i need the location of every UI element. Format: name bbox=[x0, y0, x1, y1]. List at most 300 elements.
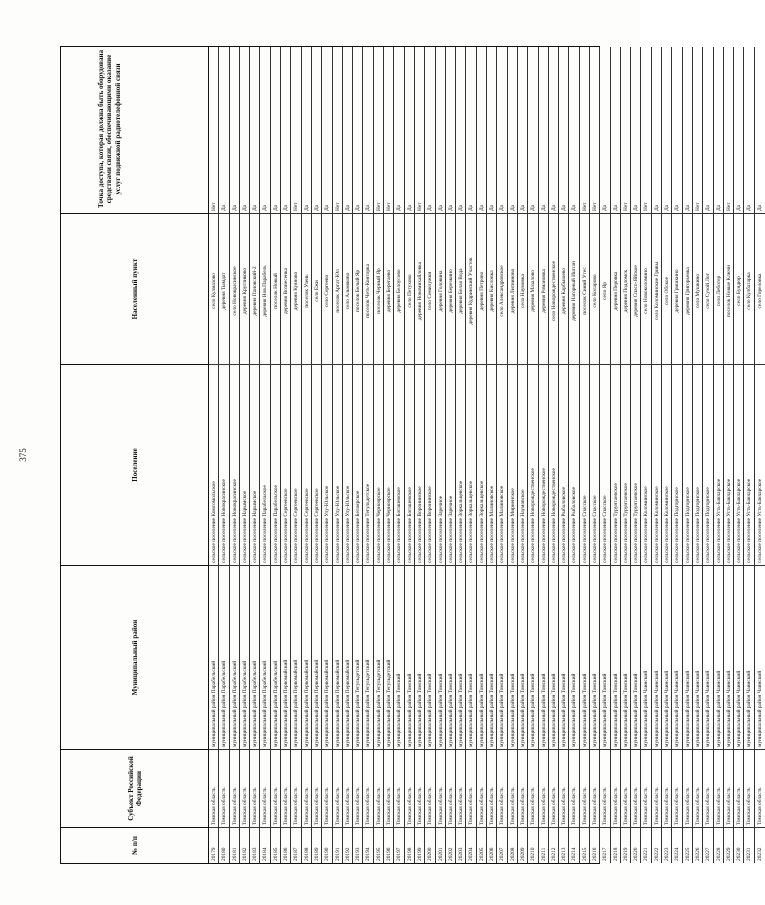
cell-subject: Томская область bbox=[353, 749, 362, 827]
cell-settlement: сельское поселение Малиновское bbox=[497, 364, 506, 565]
locality-text: село Сухой Лог bbox=[705, 273, 712, 309]
cell-subject: Томская область bbox=[487, 749, 496, 827]
cell-subject: Томская область bbox=[549, 749, 558, 827]
cell-locality bbox=[755, 213, 765, 364]
cell-subject: Томская область bbox=[734, 749, 743, 827]
cell-municipal: муниципальный район Томский bbox=[549, 565, 558, 749]
cell-num: 20204 bbox=[466, 827, 475, 863]
table-row bbox=[415, 47, 425, 863]
cell-municipal: муниципальный район Первомайский bbox=[281, 565, 290, 749]
cell-access: Да bbox=[396, 204, 403, 211]
cell-access: Нет bbox=[725, 202, 732, 211]
table-row bbox=[508, 47, 518, 863]
cell-access: Да bbox=[231, 204, 238, 211]
locality-text: село Семилужки bbox=[427, 271, 434, 311]
table-row bbox=[744, 47, 754, 863]
cell-subject: Томская область bbox=[611, 749, 620, 827]
cell-subject: Томская область bbox=[539, 749, 548, 827]
cell-locality bbox=[590, 213, 599, 364]
cell-num: 20193 bbox=[353, 827, 362, 863]
cell-num: 20211 bbox=[539, 827, 548, 863]
table-row bbox=[703, 47, 713, 863]
cell-access: Да bbox=[684, 204, 691, 211]
cell-num: 20201 bbox=[436, 827, 445, 863]
cell-locality bbox=[219, 213, 228, 364]
cell-access: Да bbox=[540, 204, 547, 211]
header-municipal: Муниципальный район bbox=[61, 565, 209, 749]
cell-settlement: сельское поселение Усть-Бакчарское bbox=[714, 364, 723, 565]
cell-municipal: муниципальный район Томский bbox=[394, 565, 403, 749]
cell-locality bbox=[250, 213, 259, 364]
locality-text: село Альмяково bbox=[344, 272, 351, 310]
cell-subject: Томская область bbox=[724, 749, 733, 827]
cell-locality bbox=[631, 213, 640, 364]
cell-settlement: сельское поселение Улу-Юльское bbox=[333, 364, 342, 565]
cell-access: Да bbox=[447, 204, 454, 211]
cell-municipal: муниципальный район Первомайский bbox=[302, 565, 311, 749]
cell-subject: Томская область bbox=[621, 749, 630, 827]
table-row bbox=[528, 47, 538, 863]
table-row bbox=[333, 47, 343, 863]
table-row bbox=[693, 47, 703, 863]
cell-subject: Томская область bbox=[240, 749, 249, 827]
locality-text: село Новокрасинское bbox=[231, 266, 238, 316]
cell-settlement: сельское поселение Сергеевское bbox=[312, 364, 321, 565]
cell-access: Да bbox=[355, 204, 362, 211]
cell-access: Да bbox=[612, 204, 619, 211]
cell-settlement: сельское поселение Заречное bbox=[446, 364, 455, 565]
cell-subject: Томская область bbox=[291, 749, 300, 827]
cell-municipal: муниципальный район Парабельский bbox=[219, 565, 228, 749]
table-row bbox=[312, 47, 322, 863]
cell-municipal: муниципальный район Томский bbox=[569, 565, 578, 749]
cell-num: 20210 bbox=[528, 827, 537, 863]
table-row bbox=[755, 47, 765, 863]
cell-settlement: сельское поселение Подгорнское bbox=[672, 364, 681, 565]
table-row bbox=[271, 47, 281, 863]
cell-access: Да bbox=[344, 204, 351, 211]
locality-text: деревня Литвиново bbox=[509, 268, 516, 314]
cell-locality bbox=[734, 213, 743, 364]
cell-municipal: муниципальный район Парабельский bbox=[230, 565, 239, 749]
cell-municipal: муниципальный район Первомайский bbox=[343, 565, 352, 749]
locality-text: поселок Четь-Конторка bbox=[365, 264, 372, 318]
table-row bbox=[250, 47, 260, 863]
cell-subject: Томская область bbox=[631, 749, 640, 827]
table-row bbox=[724, 47, 734, 863]
cell-subject: Томская область bbox=[343, 749, 352, 827]
cell-subject: Томская область bbox=[714, 749, 723, 827]
locality-text: деревня Мазалово bbox=[530, 270, 537, 312]
cell-num: 20205 bbox=[477, 827, 486, 863]
locality-text: деревня Григорьевка bbox=[684, 267, 691, 315]
cell-locality bbox=[528, 213, 537, 364]
table-row bbox=[672, 47, 682, 863]
locality-text: село Сергеево bbox=[324, 274, 331, 308]
locality-text: село Яр bbox=[602, 282, 609, 300]
locality-text: деревня Тымдат bbox=[221, 272, 228, 310]
cell-locality bbox=[714, 213, 723, 364]
cell-subject: Томская область bbox=[703, 749, 712, 827]
cell-locality bbox=[497, 213, 506, 364]
cell-settlement: сельское поселение Усть-Бакчарское bbox=[724, 364, 733, 565]
table-row bbox=[497, 47, 507, 863]
locality-text: деревня Кудринский Участок bbox=[468, 257, 475, 325]
cell-settlement: сельское поселение Заречное bbox=[436, 364, 445, 565]
cell-subject: Томская область bbox=[600, 749, 609, 827]
table-row bbox=[734, 47, 744, 863]
cell-settlement: сельское поселение Малиновское bbox=[487, 364, 496, 565]
locality-text: деревня Берегаево bbox=[386, 269, 393, 313]
cell-access: Да bbox=[303, 204, 310, 211]
cell-locality bbox=[374, 213, 383, 364]
cell-locality bbox=[744, 213, 753, 364]
cell-municipal: муниципальный район Чаинский bbox=[734, 565, 743, 749]
cell-municipal: муниципальный район Томский bbox=[539, 565, 548, 749]
locality-text: поселок Аргат-Юл bbox=[334, 269, 341, 313]
cell-settlement: сельское поселение Зоркальцевское bbox=[456, 364, 465, 565]
cell-settlement: сельское поселение Турунтаевское bbox=[621, 364, 630, 565]
locality-text: деревня Вознесенка bbox=[283, 268, 290, 314]
header-subject: Субъект Российской Федерации bbox=[61, 749, 209, 827]
cell-access: Да bbox=[478, 204, 485, 211]
cell-access: Да bbox=[736, 204, 743, 211]
cell-subject: Томская область bbox=[446, 749, 455, 827]
cell-access: Да bbox=[427, 204, 434, 211]
cell-settlement: сельское поселение Нарымское bbox=[250, 364, 259, 565]
cell-locality bbox=[559, 213, 568, 364]
cell-subject: Томская область bbox=[528, 749, 537, 827]
cell-locality bbox=[549, 213, 558, 364]
cell-locality bbox=[487, 213, 496, 364]
cell-subject: Томская область bbox=[693, 749, 702, 827]
cell-subject: Томская область bbox=[559, 749, 568, 827]
cell-municipal: муниципальный район Чаинский bbox=[662, 565, 671, 749]
cell-subject: Томская область bbox=[683, 749, 692, 827]
cell-access: Да bbox=[602, 204, 609, 211]
cell-num: 20183 bbox=[250, 827, 259, 863]
table-row bbox=[353, 47, 363, 863]
cell-locality bbox=[724, 213, 733, 364]
cell-municipal: муниципальный район Чаинский bbox=[724, 565, 733, 749]
cell-num: 20184 bbox=[260, 827, 269, 863]
cell-locality bbox=[291, 213, 300, 364]
cell-municipal: муниципальный район Томский bbox=[559, 565, 568, 749]
table-row bbox=[683, 47, 693, 863]
cell-access: Да bbox=[653, 204, 660, 211]
cell-num: 20188 bbox=[302, 827, 311, 863]
table-row bbox=[230, 47, 240, 863]
cell-locality bbox=[621, 213, 630, 364]
cell-subject: Томская область bbox=[415, 749, 424, 827]
cell-subject: Томская область bbox=[230, 749, 239, 827]
cell-municipal: муниципальный район Тегульдетский bbox=[363, 565, 372, 749]
table-row bbox=[477, 47, 487, 863]
cell-locality bbox=[405, 213, 414, 364]
cell-num: 20191 bbox=[333, 827, 342, 863]
cell-num: 20225 bbox=[683, 827, 692, 863]
cell-locality bbox=[539, 213, 548, 364]
table-row bbox=[641, 47, 651, 863]
locality-text: поселок Узень bbox=[303, 274, 310, 308]
cell-municipal: муниципальный район Чаинский bbox=[714, 565, 723, 749]
cell-access: Нет bbox=[386, 202, 393, 211]
cell-settlement: сельское поселение Новокрасинское bbox=[230, 364, 239, 565]
cell-num: 20227 bbox=[703, 827, 712, 863]
cell-subject: Томская область bbox=[250, 749, 259, 827]
cell-municipal: муниципальный район Чаинский bbox=[703, 565, 712, 749]
cell-settlement: сельское поселение Наумовское bbox=[518, 364, 527, 565]
table-row bbox=[425, 47, 435, 863]
table-row bbox=[240, 47, 250, 863]
cell-municipal: муниципальный район Томский bbox=[611, 565, 620, 749]
cell-municipal: муниципальный район Томский bbox=[518, 565, 527, 749]
cell-municipal: муниципальный район Чаинский bbox=[683, 565, 692, 749]
cell-access: Да bbox=[468, 204, 475, 211]
cell-municipal: муниципальный район Томский bbox=[600, 565, 609, 749]
table-row bbox=[405, 47, 415, 863]
table-row bbox=[291, 47, 301, 863]
locality-text: село Обское bbox=[664, 276, 671, 306]
cell-locality bbox=[466, 213, 475, 364]
cell-settlement: сельское поселение Коломинское bbox=[641, 364, 650, 565]
table-row bbox=[611, 47, 621, 863]
cell-settlement: сельское поселение Сергеевское bbox=[302, 364, 311, 565]
cell-locality bbox=[662, 213, 671, 364]
cell-settlement: сельское поселение Подгорнское bbox=[693, 364, 702, 565]
cell-municipal: муниципальный район Томский bbox=[580, 565, 589, 749]
cell-municipal: муниципальный район Томский bbox=[528, 565, 537, 749]
cell-subject: Томская область bbox=[456, 749, 465, 827]
cell-settlement: сельское поселение Зоркальцевское bbox=[466, 364, 475, 565]
cell-num: 20185 bbox=[271, 827, 280, 863]
cell-access: Да bbox=[530, 204, 537, 211]
cell-subject: Томская область bbox=[322, 749, 331, 827]
cell-access: Нет bbox=[293, 202, 300, 211]
cell-subject: Томская область bbox=[260, 749, 269, 827]
locality-text: поселок Белый Яр bbox=[355, 269, 362, 313]
cell-locality bbox=[209, 213, 218, 364]
locality-text: деревня Перовка bbox=[612, 271, 619, 311]
cell-municipal: муниципальный район Первомайский bbox=[322, 565, 331, 749]
cell-municipal: муниципальный район Парабельский bbox=[260, 565, 269, 749]
cell-subject: Томская область bbox=[271, 749, 280, 827]
cell-num: 20217 bbox=[600, 827, 609, 863]
cell-num: 20224 bbox=[672, 827, 681, 863]
cell-settlement: сельское поселение Тегульдетское bbox=[363, 364, 372, 565]
locality-text: деревня Романовка bbox=[540, 269, 547, 313]
cell-subject: Томская область bbox=[652, 749, 661, 827]
header-num: № п/п bbox=[61, 827, 209, 863]
cell-locality bbox=[343, 213, 352, 364]
cell-num: 20199 bbox=[415, 827, 424, 863]
cell-locality bbox=[333, 213, 342, 364]
locality-text: деревня Пановский-2 bbox=[252, 266, 259, 316]
cell-settlement: сельское поселение Воронинское bbox=[425, 364, 434, 565]
cell-locality bbox=[672, 213, 681, 364]
cell-settlement: сельское поселение Мирненское bbox=[508, 364, 517, 565]
locality-text: село Кулбатарка bbox=[746, 272, 753, 310]
locality-text: деревня Подломск bbox=[622, 269, 629, 313]
cell-settlement: сельское поселение Новорождественское bbox=[549, 364, 558, 565]
cell-access: Да bbox=[437, 204, 444, 211]
cell-locality bbox=[271, 213, 280, 364]
cell-subject: Томская область bbox=[312, 749, 321, 827]
cell-settlement: сельское поселение Белоярское bbox=[353, 364, 362, 565]
cell-municipal: муниципальный район Томский bbox=[405, 565, 414, 749]
cell-num: 20232 bbox=[755, 827, 765, 863]
cell-settlement: сельское поселение Подгорнское bbox=[683, 364, 692, 565]
table-row bbox=[384, 47, 394, 863]
cell-num: 20197 bbox=[394, 827, 403, 863]
cell-num: 20231 bbox=[744, 827, 753, 863]
cell-locality bbox=[703, 213, 712, 364]
cell-access: Да bbox=[221, 204, 228, 211]
cell-settlement: сельское поселение Парабельское bbox=[271, 364, 280, 565]
cell-num: 20216 bbox=[590, 827, 599, 863]
table-row bbox=[374, 47, 384, 863]
cell-subject: Томская область bbox=[209, 749, 218, 827]
cell-num: 20215 bbox=[580, 827, 589, 863]
table-row bbox=[281, 47, 291, 863]
cell-access: Да bbox=[499, 204, 506, 211]
cell-municipal: муниципальный район Чаинский bbox=[755, 565, 765, 749]
cell-locality bbox=[384, 213, 393, 364]
cell-settlement: сельское поселение Комсомольское bbox=[209, 364, 218, 565]
cell-settlement: сельское поселение Черноярское bbox=[384, 364, 393, 565]
cell-settlement: сельское поселение Воронинское bbox=[415, 364, 424, 565]
cell-num: 20200 bbox=[425, 827, 434, 863]
cell-municipal: муниципальный район Первомайский bbox=[312, 565, 321, 749]
cell-num: 20221 bbox=[641, 827, 650, 863]
cell-locality bbox=[240, 213, 249, 364]
cell-num: 20208 bbox=[508, 827, 517, 863]
locality-text: село Александровское bbox=[499, 265, 506, 317]
locality-text: село Петухово bbox=[406, 274, 413, 308]
cell-locality bbox=[641, 213, 650, 364]
cell-locality bbox=[322, 213, 331, 364]
table-row bbox=[600, 47, 610, 863]
cell-subject: Томская область bbox=[425, 749, 434, 827]
locality-text: деревня Нов.Парабель bbox=[262, 265, 269, 317]
table-row bbox=[219, 47, 229, 863]
cell-subject: Томская область bbox=[477, 749, 486, 827]
table-row bbox=[631, 47, 641, 863]
cell-settlement: сельское поселение Подгорнское bbox=[703, 364, 712, 565]
cell-locality bbox=[394, 213, 403, 364]
cell-settlement: сельское поселение Богашевское bbox=[394, 364, 403, 565]
cell-access: Нет bbox=[581, 202, 588, 211]
locality-text: деревня Головина bbox=[437, 270, 444, 312]
cell-settlement: сельское поселение Сергеевское bbox=[281, 364, 290, 565]
cell-municipal: муниципальный район Томский bbox=[425, 565, 434, 749]
cell-locality bbox=[415, 213, 424, 364]
cell-municipal: муниципальный район Чаинский bbox=[652, 565, 661, 749]
cell-subject: Томская область bbox=[436, 749, 445, 827]
header-access: Точка доступа, которая должна быть оборудована средствами связи, обеспечивающими оказание услуг подвижной радиотелефонной связи bbox=[97, 50, 122, 208]
cell-access: Да bbox=[509, 204, 516, 211]
cell-num: 20202 bbox=[446, 827, 455, 863]
cell-municipal: муниципальный район Чаинский bbox=[693, 565, 702, 749]
cell-subject: Томская область bbox=[405, 749, 414, 827]
cell-subject: Томская область bbox=[466, 749, 475, 827]
cell-settlement: сельское поселение Коломинское bbox=[662, 364, 671, 565]
locality-text: деревня Кисловка bbox=[489, 270, 496, 312]
locality-text: село Коломинские Гривы bbox=[653, 261, 660, 321]
header-locality: Населенный пункт bbox=[61, 213, 209, 364]
cell-settlement: сельское поселение Зоркальцевское bbox=[477, 364, 486, 565]
cell-access: Да bbox=[252, 204, 259, 211]
locality-text: деревня Петрово bbox=[478, 271, 485, 311]
cell-access: Да bbox=[406, 204, 413, 211]
cell-access: Нет bbox=[211, 202, 217, 211]
cell-subject: Томская область bbox=[508, 749, 517, 827]
locality-text: село Наумовка bbox=[519, 274, 526, 308]
cell-municipal: муниципальный район Тегульдетский bbox=[384, 565, 393, 749]
table-row bbox=[446, 47, 456, 863]
cell-locality bbox=[353, 213, 362, 364]
cell-municipal: муниципальный район Томский bbox=[466, 565, 475, 749]
cell-municipal: муниципальный район Парабельский bbox=[209, 565, 218, 749]
table-row bbox=[302, 47, 312, 863]
cell-subject: Томская область bbox=[744, 749, 753, 827]
cell-access: Да bbox=[283, 204, 290, 211]
cell-access: Да bbox=[633, 204, 640, 211]
cell-settlement: сельское поселение Спасское bbox=[590, 364, 599, 565]
cell-subject: Томская область bbox=[590, 749, 599, 827]
cell-settlement: сельское поселение Турунтаевское bbox=[611, 364, 620, 565]
cell-municipal: муниципальный район Чаинский bbox=[744, 565, 753, 749]
cell-subject: Томская область bbox=[374, 749, 383, 827]
cell-access: Нет bbox=[334, 202, 341, 211]
cell-access: Да bbox=[458, 204, 465, 211]
cell-num: 20190 bbox=[322, 827, 331, 863]
cell-num: 20222 bbox=[652, 827, 661, 863]
cell-num: 20182 bbox=[240, 827, 249, 863]
cell-settlement: сельское поселение Рыбаловское bbox=[559, 364, 568, 565]
table-row bbox=[580, 47, 590, 863]
locality-text: село Гореловка bbox=[756, 273, 763, 309]
table-row bbox=[487, 47, 497, 863]
cell-num: 20220 bbox=[631, 827, 640, 863]
cell-municipal: муниципальный район Томский bbox=[631, 565, 640, 749]
cell-subject: Томская область bbox=[672, 749, 681, 827]
cell-num: 20196 bbox=[384, 827, 393, 863]
cell-num: 20226 bbox=[693, 827, 702, 863]
cell-municipal: муниципальный район Томский bbox=[621, 565, 630, 749]
cell-municipal: муниципальный район Тегульдетский bbox=[374, 565, 383, 749]
cell-subject: Томская область bbox=[281, 749, 290, 827]
locality-text: деревня Нагорный Иштан bbox=[571, 261, 578, 321]
table-header bbox=[61, 47, 209, 863]
cell-num: 20180 bbox=[219, 827, 228, 863]
cell-num: 20219 bbox=[621, 827, 630, 863]
cell-settlement: сельское поселение Коломинское bbox=[652, 364, 661, 565]
cell-access: Да bbox=[674, 204, 681, 211]
cell-locality bbox=[363, 213, 372, 364]
cell-access: Да bbox=[571, 204, 578, 211]
cell-settlement: сельское поселение Усть-Бакчарское bbox=[734, 364, 743, 565]
cell-settlement: сельское поселение Богашевское bbox=[405, 364, 414, 565]
locality-text: деревня Березкино bbox=[447, 269, 454, 313]
locality-text: деревня Карбышево bbox=[561, 267, 568, 315]
cell-access: Да bbox=[365, 204, 372, 211]
cell-settlement: сельское поселение Нарымское bbox=[240, 364, 249, 565]
locality-text: поселок Новый bbox=[272, 273, 279, 309]
cell-access: Нет bbox=[375, 202, 382, 211]
cell-access: Да bbox=[324, 204, 331, 211]
cell-municipal: муниципальный район Томский bbox=[456, 565, 465, 749]
